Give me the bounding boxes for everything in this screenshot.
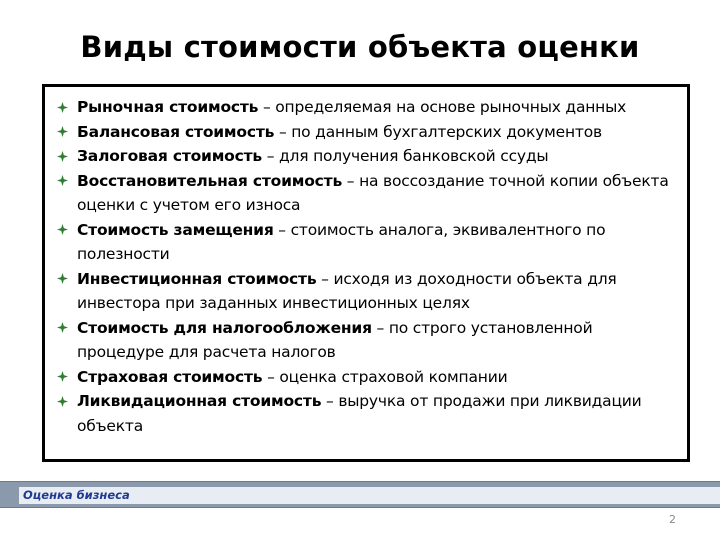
bullet-description: – исходя из доходности объекта для инвестора при заданных инвестиционных целях [77, 269, 617, 312]
bullet-item [77, 389, 679, 438]
bullet-term: Восстановительная стоимость [77, 171, 343, 190]
page-number: 2 [669, 513, 676, 526]
bullet-term: Ликвидационная стоимость [77, 392, 322, 410]
bullet-description: – выручка от продажи при ликвидации объекта [77, 392, 642, 435]
bullet-description: – стоимость аналога, эквивалентного по полезности [77, 220, 606, 263]
diamond-star-icon [55, 365, 69, 389]
footer-label: Оценка бизнеса [19, 487, 720, 504]
bullet-description: – по данным бухгалтерских документов [274, 122, 602, 141]
bullet-item [77, 267, 679, 316]
bullet-description: – по строго установленной процедуре для расчета налогов [77, 318, 593, 361]
bullet-item [77, 316, 679, 365]
bullet-term: Страховая стоимость [77, 367, 263, 386]
bullet-term: Залоговая стоимость [77, 147, 263, 165]
bullet-term: Инвестиционная стоимость [77, 269, 317, 288]
diamond-star-icon [55, 144, 69, 168]
diamond-star-icon [55, 316, 69, 340]
diamond-star-icon [55, 95, 69, 119]
bullet-term: Балансовая стоимость [77, 122, 275, 141]
diamond-star-icon [55, 218, 69, 242]
bullet-description: – для получения банковской ссуды [262, 147, 549, 165]
bullet-item [77, 120, 679, 145]
bullet-description: – на воссоздание точной копии объекта оценки с учетом его износа [77, 171, 669, 214]
content-box [42, 84, 690, 462]
diamond-star-icon [55, 169, 69, 193]
diamond-star-icon [55, 267, 69, 291]
bullet-term: Стоимость замещения [77, 220, 274, 239]
bullet-item [77, 95, 679, 120]
slide-title: Виды стоимости объекта оценки [80, 30, 640, 64]
bullet-term: Рыночная стоимость [77, 98, 259, 116]
diamond-star-icon [55, 389, 69, 413]
footer-bar [0, 481, 720, 508]
bullet-item [77, 218, 679, 267]
bullet-item [77, 365, 679, 390]
diamond-star-icon [55, 120, 69, 144]
bullet-item [77, 144, 679, 169]
bullet-item [77, 169, 679, 218]
bullet-description: – определяемая на основе рыночных данных [258, 98, 627, 116]
bullet-list [45, 87, 687, 438]
bullet-term: Стоимость для налогообложения [77, 318, 372, 337]
bullet-description: – оценка страховой компании [262, 367, 508, 386]
